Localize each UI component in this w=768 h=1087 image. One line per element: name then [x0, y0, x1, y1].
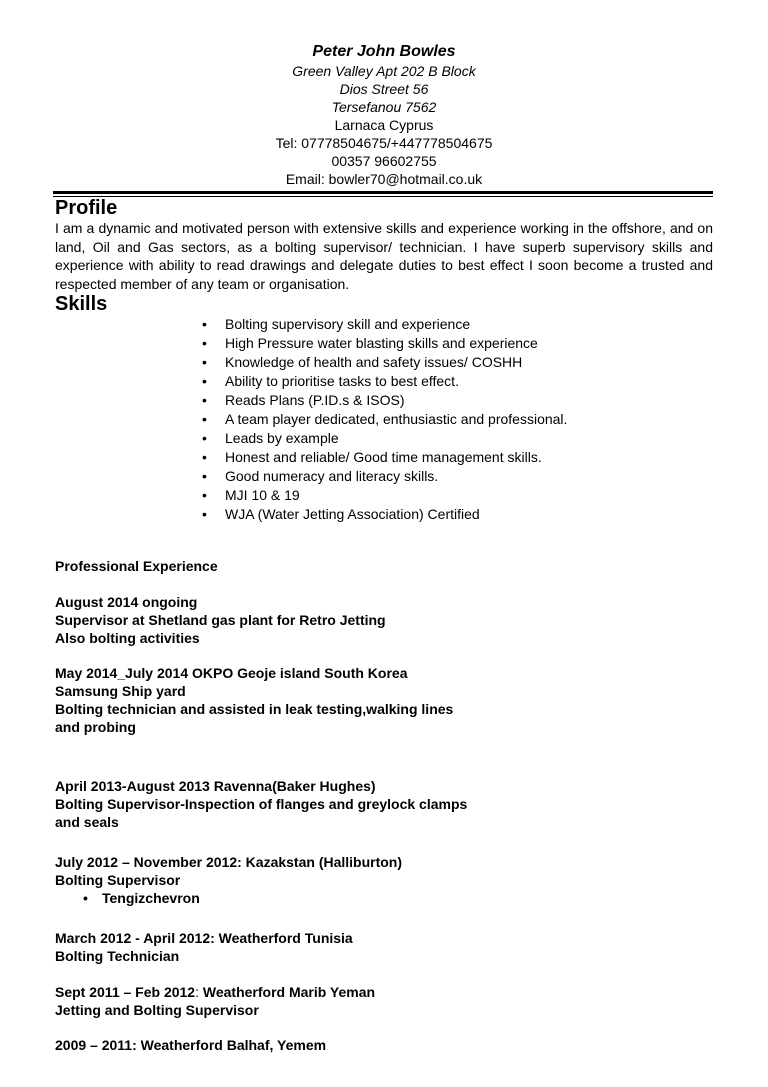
header-divider: [53, 191, 713, 194]
job-entry-5: [55, 929, 353, 965]
profile-heading: Profile: [55, 197, 118, 219]
job-entry-3: [55, 777, 467, 831]
job-line: 2009 – 2011: Weatherford Balhaf, Yemem: [55, 1037, 327, 1053]
telephone: Tel: 07778504675/+447778504675: [275, 135, 493, 151]
experience-heading: Professional Experience: [55, 558, 218, 574]
job-line: April 2013-August 2013 Ravenna(Baker Hughes): [55, 778, 376, 794]
skill-item: • Bolting supervisory skill and experience: [200, 315, 567, 334]
skill-item: • Ability to prioritise tasks to best effect.: [200, 372, 567, 391]
job-line: Bolting Supervisor: [55, 872, 181, 888]
skill-item: • A team player dedicated, enthusiastic and professional.: [200, 410, 567, 429]
job-entry-1: [55, 593, 386, 647]
address-line-3: Tersefanou 7562: [331, 99, 437, 115]
job-entry-7: [55, 1036, 326, 1054]
job-line: Also bolting activities: [55, 630, 200, 646]
job-line: March 2012 - April 2012: Weatherford Tunisia: [55, 930, 353, 946]
job-entry-4: [55, 853, 402, 907]
skill-item: • Reads Plans (P.ID.s & ISOS): [200, 391, 567, 410]
job-line: and probing: [55, 719, 136, 735]
job-line: Jetting and Bolting Supervisor: [55, 1002, 259, 1018]
job-line: Samsung Ship yard: [55, 683, 186, 699]
address-line-2: Dios Street 56: [339, 81, 429, 97]
skill-item: • Knowledge of health and safety issues/ COSHH: [200, 353, 567, 372]
job-company: Weatherford Marib Yeman: [198, 984, 376, 1000]
skill-item: • MJI 10 & 19: [200, 486, 567, 505]
job-line: May 2014_July 2014 OKPO Geoje island South Korea: [55, 665, 408, 681]
job-line: Bolting Supervisor-Inspection of flanges and greylock clamps: [55, 796, 468, 812]
profile-text: I am a dynamic and motivated person with extensive skills and experience working in the offshore, and on land, Oil and Gas sectors, as a bolting supervisor/ technician. I have superb supervisory skills and experience with ability to read drawings and delegate duties to best effect I soon become a trusted and respected member of any team or organisation.: [55, 220, 713, 293]
job-sub-item-label: Tengizchevron: [102, 890, 200, 906]
job-sub-item: [55, 889, 457, 907]
skill-item: • High Pressure water blasting skills and experience: [200, 334, 567, 353]
header-divider-thin: [53, 196, 713, 197]
applicant-name: Peter John Bowles: [312, 43, 456, 60]
skills-list: [200, 315, 567, 524]
job-dates: Sept 2011 – Feb 2012: [55, 984, 196, 1000]
address-line-1: Green Valley Apt 202 B Block: [292, 63, 476, 79]
job-line: July 2012 – November 2012: Kazakstan (Halliburton): [55, 854, 403, 870]
job-entry-6: [55, 983, 375, 1019]
job-line: Bolting technician and assisted in leak testing,walking lines: [55, 701, 454, 717]
job-line: Bolting Technician: [55, 948, 180, 964]
job-line: and seals: [55, 814, 119, 830]
skill-item: • WJA (Water Jetting Association) Certified: [200, 505, 567, 524]
resume-header: [0, 42, 768, 188]
skills-heading: Skills: [55, 293, 108, 315]
job-separator: :: [195, 984, 199, 1000]
job-line: August 2014 ongoing: [55, 594, 198, 610]
job-entry-2: [55, 664, 453, 736]
city-country: Larnaca Cyprus: [334, 117, 434, 133]
skill-item: • Leads by example: [200, 429, 567, 448]
telephone-secondary: 00357 96602755: [331, 153, 437, 169]
skill-item: • Good numeracy and literacy skills.: [200, 467, 567, 486]
skill-item: • Honest and reliable/ Good time management skills.: [200, 448, 567, 467]
job-heading-line: [55, 983, 375, 1001]
job-line: Supervisor at Shetland gas plant for Retro Jetting: [55, 612, 386, 628]
email[interactable]: Email: bowler70@hotmail.co.uk: [285, 171, 483, 187]
